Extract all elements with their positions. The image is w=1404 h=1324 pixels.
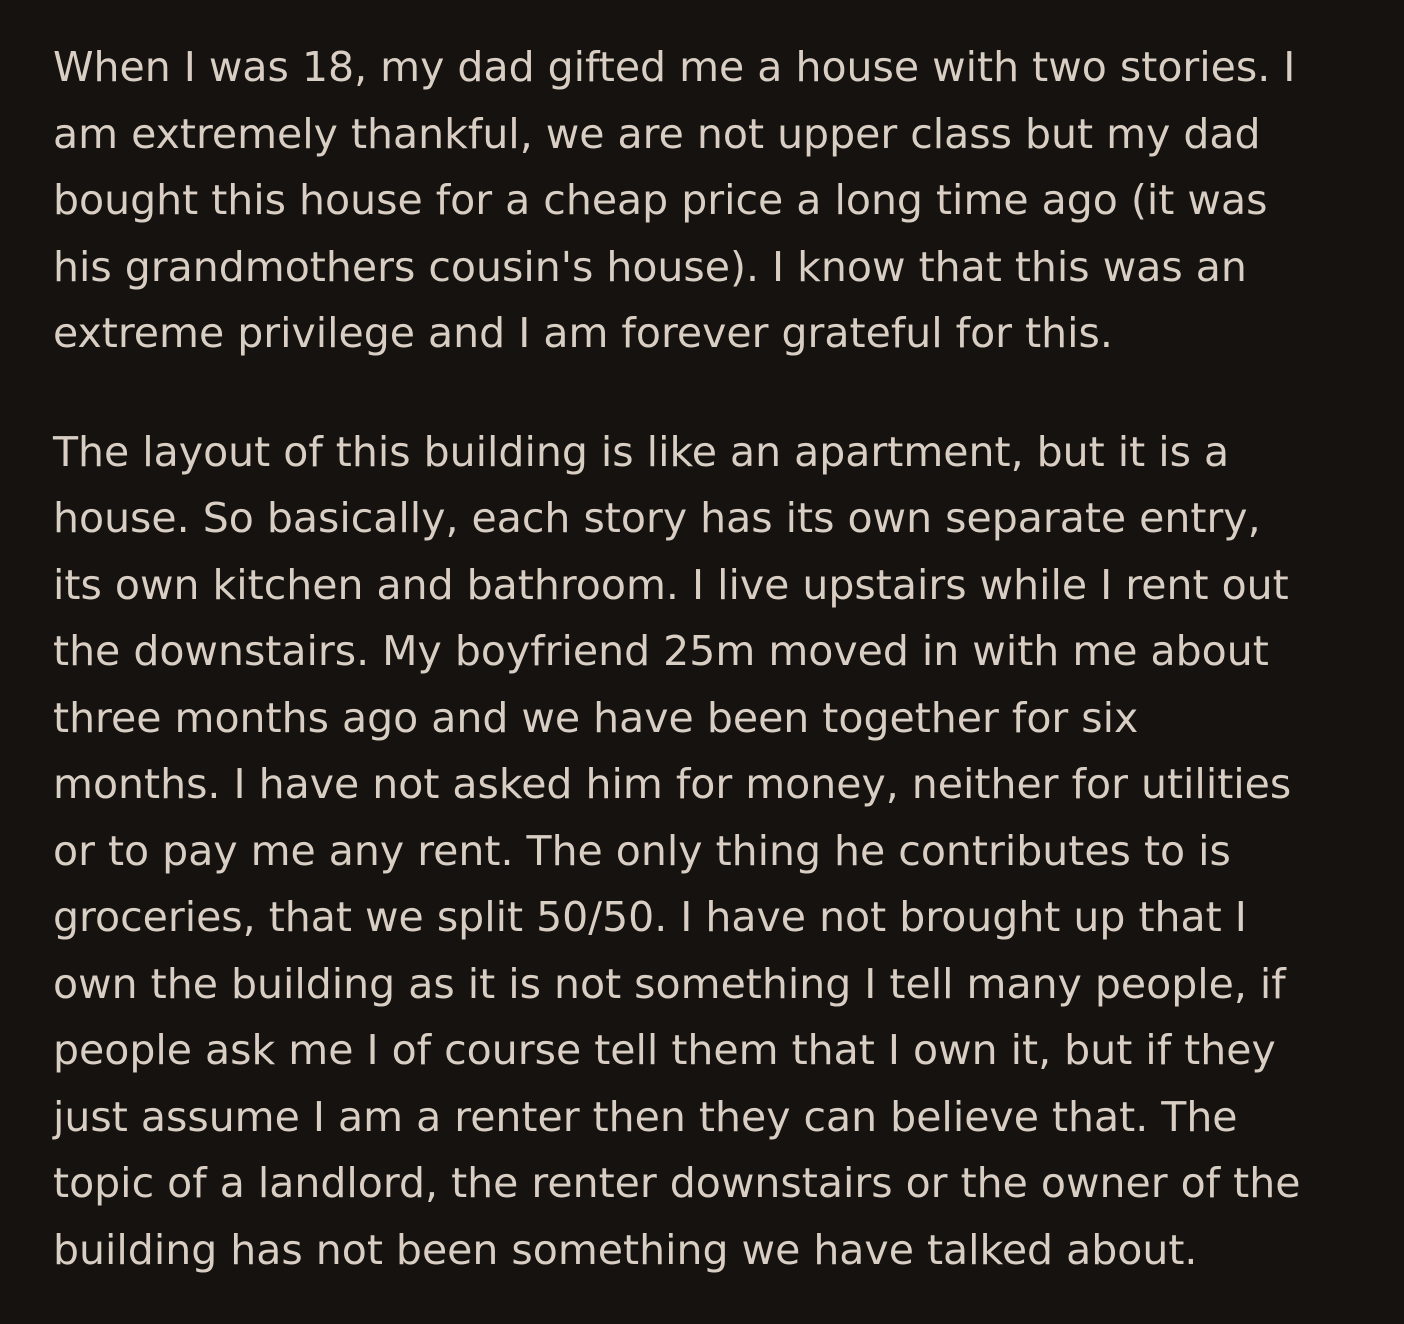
text-line: own the building as it is not something I tell many people, if xyxy=(53,959,1286,1008)
text-line: people ask me I of course tell them that I own it, but if they xyxy=(53,1026,1276,1074)
text-line: house. So basically, each story has its own separate entry, xyxy=(53,494,1261,542)
text-line: just assume I am a renter then they can believe that. The xyxy=(53,1092,1238,1141)
text-line: bought this house for a cheap price a long time ago (it was xyxy=(53,176,1268,224)
text-line: extreme privilege and I am forever grateful for this. xyxy=(53,309,1113,357)
text-line: his grandmothers cousin's house). I know that this was an xyxy=(53,242,1247,291)
text-line: The layout of this building is like an apartment, but it is a xyxy=(53,427,1230,476)
post-body xyxy=(53,34,1373,1283)
paragraph-2 xyxy=(53,419,1373,1284)
text-line: or to pay me any rent. The only thing he contributes to is xyxy=(53,826,1231,875)
text-line: its own kitchen and bathroom. I live upstairs while I rent out xyxy=(53,560,1289,609)
text-line: months. I have not asked him for money, neither for utilities xyxy=(53,760,1292,808)
text-line: three months ago and we have been together for six xyxy=(53,693,1139,742)
text-line: the downstairs. My boyfriend 25m moved in with me about xyxy=(53,627,1269,675)
text-line: am extremely thankful, we are not upper class but my dad xyxy=(53,109,1261,158)
paragraph-1 xyxy=(53,34,1373,367)
text-line: groceries, that we split 50/50. I have not brought up that I xyxy=(53,893,1247,941)
text-line: building has not been something we have talked about. xyxy=(53,1225,1198,1274)
text-line: topic of a landlord, the renter downstairs or the owner of the xyxy=(53,1159,1301,1207)
text-line: When I was 18, my dad gifted me a house with two stories. I xyxy=(53,43,1296,91)
